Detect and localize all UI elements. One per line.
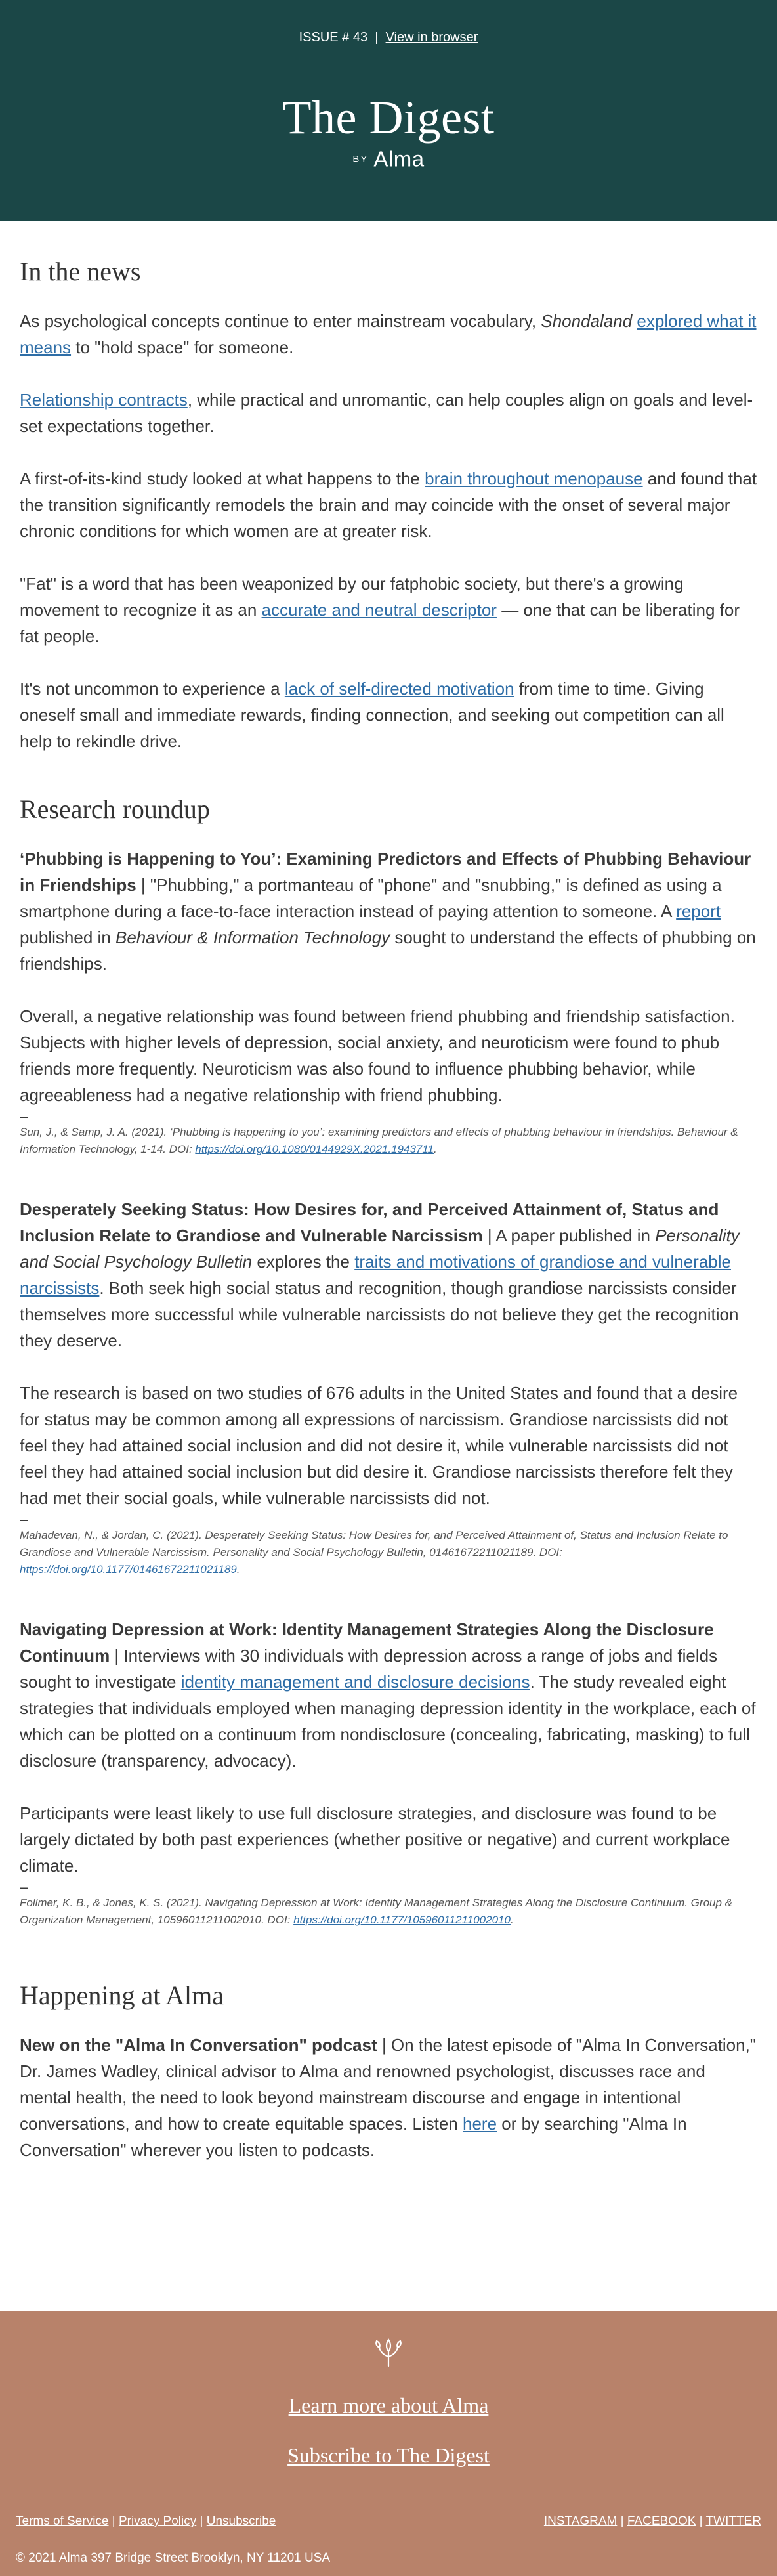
terms-of-service-link[interactable]: Terms of Service [16, 2514, 109, 2528]
study-narcissism-findings: The research is based on two studies of 676 adults in the United States and found that a desire for status may be common among all expressions of narcissism. Grandiose narcissists did not feel they had attained social inclusion and did not desire it, while vulnerable narcissists did not feel they had attained social inclusion but did desire it. Grandiose narcissists therefore felt they had met their social goals, while vulnerable narcissists did not. [20, 1383, 738, 1508]
news-item-motivation: It's not uncommon to experience a lack of self-directed motivation from time to time. Giving oneself small and immediate rewards, finding connection, and seeking out competition can all help to rekindle drive. [20, 679, 724, 751]
twitter-link[interactable]: TWITTER [705, 2514, 761, 2528]
privacy-policy-link[interactable]: Privacy Policy [118, 2514, 197, 2528]
happening-at-alma-heading: Happening at Alma [20, 1981, 224, 2010]
phubbing-journal: Behaviour & Information Technology [116, 928, 390, 947]
issue-line [0, 30, 777, 45]
motivation-link[interactable]: lack of self-directed motivation [284, 679, 514, 698]
brain-menopause-link[interactable]: brain throughout menopause [425, 469, 643, 488]
news-item-relationship-contracts: Relationship contracts, while practical and unromantic, can help couples align on goals and level-set expectations together. [20, 390, 753, 436]
social-links: INSTAGRAM | FACEBOOK | TWITTER [543, 2514, 761, 2528]
copyright-address: © 2021 Alma 397 Bridge Street Brooklyn, NY 11201 USA [16, 2551, 331, 2565]
research-roundup-heading: Research roundup [20, 794, 210, 824]
news-item-menopause: A first-of-its-kind study looked at what happens to the brain throughout menopause and found that the transition significantly remodels the brain and may coincide with the onset of several major chronic conditions for which women are at greater risk. [20, 469, 757, 541]
alma-flower-icon [373, 2337, 404, 2369]
identity-management-link[interactable]: identity management and disclosure decisions [180, 1672, 530, 1692]
study-narcissism-title: Desperately Seeking Status: How Desires for, and Perceived Attainment of, Status and Inclusion Relate to Grandiose and Vulnerable Narcissism [20, 1199, 719, 1245]
narcissists-traits-link[interactable]: traits and motivations of grandiose and vulnerable narcissists [20, 1252, 731, 1298]
study-narcissism-citation: Mahadevan, N., & Jordan, C. (2021). Desperately Seeking Status: How Desires for, and Perceived Attainment of, Status and Inclusion Relate to Grandiose and Vulnerable Narcissism. Personality and Social Psychology Bulletin, 01461672211021189. DOI: https://doi.org/10.1177/01461672211021189. [20, 1529, 728, 1576]
relationship-contracts-link[interactable]: Relationship contracts [20, 390, 188, 410]
brand-byline [0, 146, 777, 172]
depression-doi-link[interactable]: https://doi.org/10.1177/10596011211002010 [293, 1914, 511, 1926]
news-item-hold-space: As psychological concepts continue to enter mainstream vocabulary, Shondaland explored what it means to "hold space" for someone. [20, 311, 757, 357]
email-body [0, 256, 777, 2163]
phubbing-doi-link[interactable]: https://doi.org/10.1080/0144929X.2021.1943711 [195, 1143, 434, 1155]
issue-separator: | [375, 30, 379, 45]
study-phubbing-title: ‘Phubbing is Happening to You’: Examining Predictors and Effects of Phubbing Behaviour in Friendships [20, 849, 751, 895]
shondaland-source: Shondaland [541, 311, 633, 331]
study-phubbing-intro: ‘Phubbing is Happening to You’: Examining Predictors and Effects of Phubbing Behaviour in Friendships | "Phubbing," a portmanteau of "phone" and "snubbing," is defined as using a smartphone during a face-to-face interaction instead of paying attention to someone. A report published in Behaviour & Information Technology sought to understand the effects of phubbing on friendships. [20, 849, 756, 974]
newsletter-title: The Digest [282, 91, 495, 144]
study-phubbing-findings: Overall, a negative relationship was found between friend phubbing and friendship satisfaction. Subjects with higher levels of depression, social anxiety, and neuroticism were found to phub friends more frequently. Neuroticism was also found to influence phubbing behavior, while agreeableness had a negative relationship with friend phubbing. [20, 1006, 735, 1105]
study-narcissism-intro: Desperately Seeking Status: How Desires for, and Perceived Attainment of, Status and Inclusion Relate to Grandiose and Vulnerable Narcissism | A paper published in Personality and Social Psychology Bulletin explores the traits and motivations of grandiose and vulnerable narcissists. Both seek high social status and recognition, though grandiose narcissists consider themselves more successful while vulnerable narcissists do not believe they get the recognition they deserve. [20, 1199, 740, 1350]
podcast-title: New on the "Alma In Conversation" podcast [20, 2035, 377, 2055]
alma-logo: Alma [373, 146, 425, 171]
citation-dash: – [20, 1879, 28, 1895]
issue-number: ISSUE # 43 [299, 30, 368, 45]
email-footer [0, 2311, 777, 2576]
study-depression-title: Navigating Depression at Work: Identity Management Strategies Along the Disclosure Continuum [20, 1620, 714, 1665]
narcissism-doi-link[interactable]: https://doi.org/10.1177/01461672211021189 [20, 1563, 237, 1576]
in-the-news-heading: In the news [20, 257, 141, 286]
study-phubbing-citation: Sun, J., & Samp, J. A. (2021). ‘Phubbing is happening to you’: examining predictors and effects of phubbing behaviour in friendships. Behaviour & Information Technology, 1-14. DOI: https://doi.org/10.1080/0144929X.2021.1943711. [20, 1126, 738, 1155]
study-depression-citation: Follmer, K. B., & Jones, K. S. (2021). Navigating Depression at Work: Identity Management Strategies Along the Disclosure Continuum. Group & Organization Management, 10596011211002010. DOI: https://doi.org/10.1177/10596011211002010. [20, 1897, 732, 1926]
podcast-listen-link[interactable]: here [462, 2114, 497, 2134]
citation-dash: – [20, 1511, 28, 1528]
by-label: BY [352, 154, 369, 165]
news-item-fat-descriptor: "Fat" is a word that has been weaponized by our fatphobic society, but there's a growing movement to recognize it as an accurate and neutral descriptor — one that can be liberating for fat people. [20, 574, 740, 646]
study-depression-intro: Navigating Depression at Work: Identity Management Strategies Along the Disclosure Continuum | Interviews with 30 individuals with depression across a range of jobs and fields sought to investigate identity management and disclosure decisions. The study revealed eight strategies that individuals employed when managing depression identity in the workplace, each of which can be plotted on a continuum from nondisclosure (concealing, fabricating, masking) to full disclosure (transparency, advocacy). [20, 1620, 756, 1771]
facebook-link[interactable]: FACEBOOK [627, 2514, 696, 2528]
unsubscribe-link[interactable]: Unsubscribe [206, 2514, 276, 2528]
instagram-link[interactable]: INSTAGRAM [543, 2514, 618, 2528]
phubbing-report-link[interactable]: report [676, 901, 721, 921]
view-in-browser-link[interactable]: View in browser [385, 30, 478, 45]
podcast-announcement: New on the "Alma In Conversation" podcast | On the latest episode of "Alma In Conversation," Dr. James Wadley, clinical advisor to Alma and renowned psychologist, discusses race and mental health, the need to look beyond mainstream discourse and engage in intentional conversations, and how to create equitable spaces. Listen here or by searching "Alma In Conversation" wherever you listen to podcasts. [20, 2035, 757, 2160]
explored-what-it-means-link[interactable]: explored what it means [20, 311, 757, 357]
citation-dash: – [20, 1108, 28, 1125]
narcissism-journal: Personality and Social Psychology Bulletin [20, 1226, 740, 1272]
neutral-descriptor-link[interactable]: accurate and neutral descriptor [261, 600, 497, 620]
subscribe-link[interactable]: Subscribe to The Digest [287, 2443, 490, 2467]
learn-more-link[interactable]: Learn more about Alma [288, 2394, 489, 2417]
legal-links: Terms of Service | Privacy Policy | Unsubscribe [16, 2514, 276, 2528]
email-header [0, 0, 777, 221]
study-depression-findings: Participants were least likely to use full disclosure strategies, and disclosure was found to be largely dictated by both past experiences (whether positive or negative) and current workplace climate. [20, 1803, 730, 1876]
